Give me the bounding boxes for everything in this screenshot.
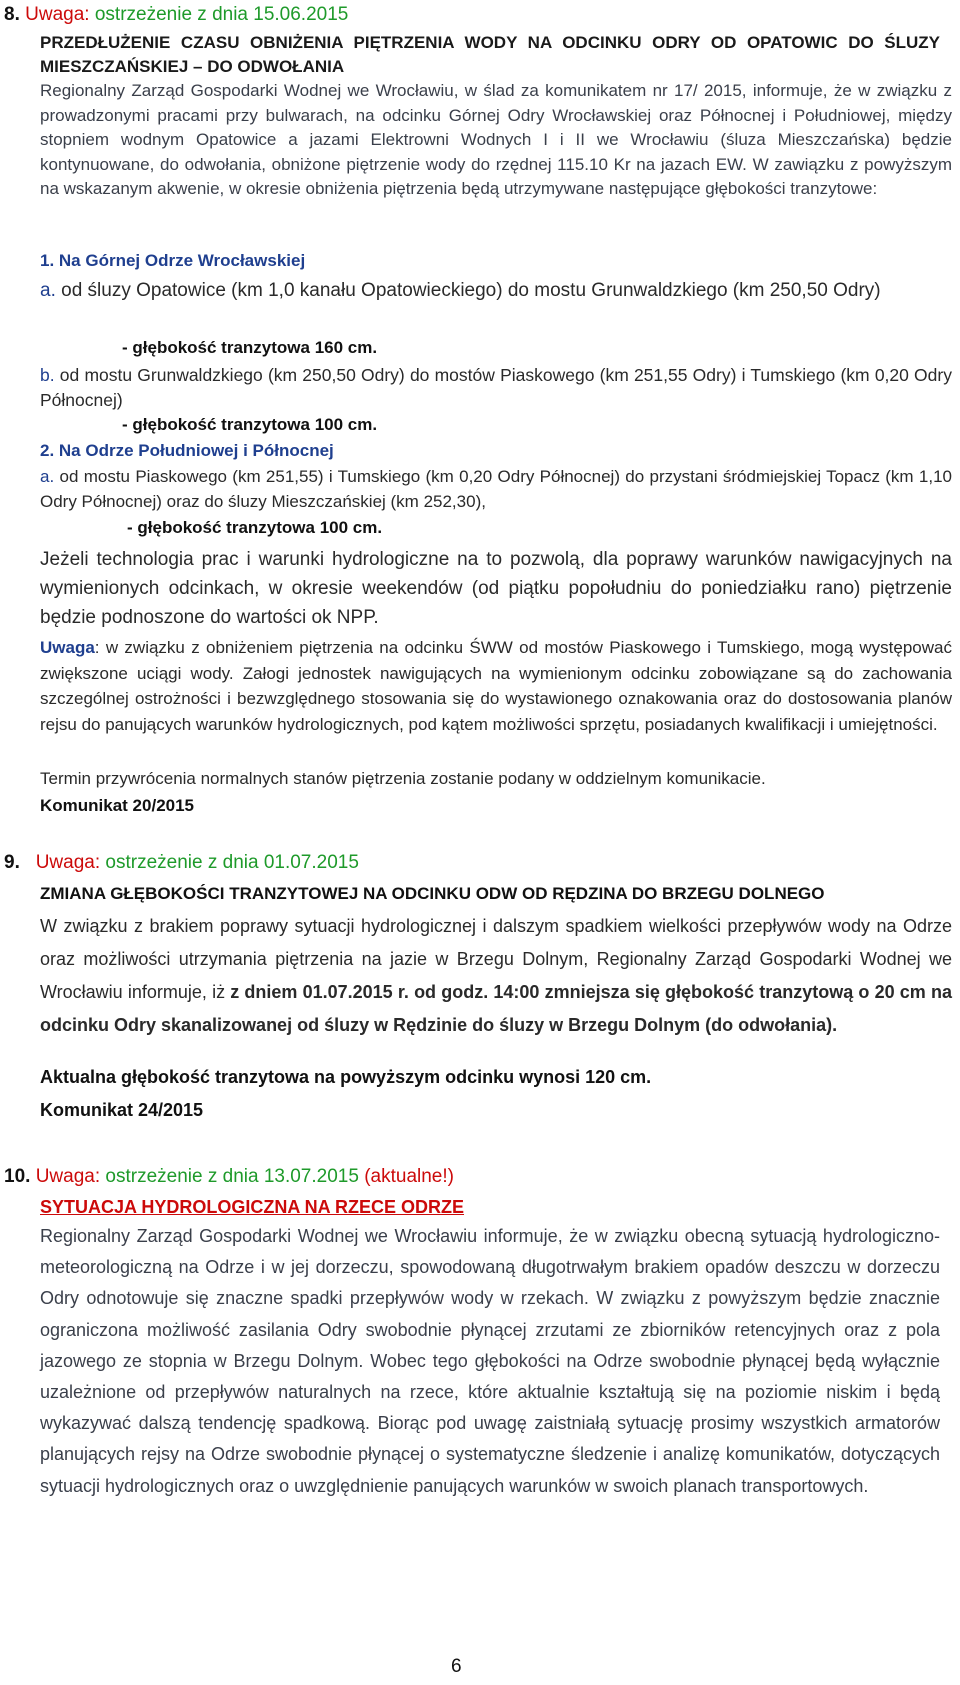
weekend-note: Jeżeli technologia prac i warunki hydrologiczne na to pozwolą, dla poprawy warunków nawigacyjnych na wymienionych odcinkach, w okresie weekendów (od piątku popołudniu do poniedziałku rano) piętrzenie będzie podnoszone do wartości ok NPP.	[40, 549, 952, 628]
transit-depth: - głębokość tranzytowa 100 cm.	[127, 518, 383, 537]
warning-note: Uwaga: w związku z obniżeniem piętrzenia na odcinku ŚWW od mostów Piaskowego i Tumskiego, mogą występować zwiększone uciągi wody. Załogi jednostek nawigujących na wymienionym odcinku zobowiązane są do zachowania szczególnej ostrożności i bezwzględnego stosowania się do wystawionego oznakowania oraz do dostosowania planów rejsu do panujących warunków hydrologicznych, pod kątem możliwości sprzętu, posiadanych kwalifikacji i umiejętności.	[40, 638, 952, 734]
section-10-body: Regionalny Zarząd Gospodarki Wodnej we Wrocławiu informuje, że w związku obecną sytuacją hydrologiczno-meteorologiczną na Odrze i w jej dorzeczu, spowodowaną długotrwałym brakiem opadów deszczu w dorzeczu Odry odnotowuje się znaczne spadki przepływów wody w rzekach. W związku z powyższym będzie znacznie ograniczona możliwość zasilania Odry swobodnie płynącej zrzutami ze zbiorników retencyjnych oraz z pola jazowego ze stopnia w Brzegu Dolnym. Wobec tego głębokości na Odrze swobodnie płynącej będą wyłącznie uzależnione od przepływów naturalnych na rzece, które aktualnie kształtują się na poziomie niskim i będą wykazywać dalszą tendencję spadkową. Biorąc pod uwagę zaistniałą sytuację prosimy wszystkich armatorów planujących rejsy na Odrze swobodnie płynącej o systematyczne śledzenie i analizę komunikatów, dotyczących sytuacji hydrologicznych oraz o uwzględnienie panujących warunków w swoich planach transportowych.	[40, 1226, 940, 1496]
current-badge: (aktualne!)	[364, 1166, 454, 1187]
communique-number: Komunikat 20/2015	[40, 796, 195, 815]
section-8-intro: Regionalny Zarząd Gospodarki Wodnej we Wrocławiu, w ślad za komunikatem nr 17/ 2015, informuje, że w związku z prowadzonymi pracami przy bulwarach, na odcinku Górnej Odry Wrocławskiej oraz Północnej i Południowej, między stopniem wodnym Opatowice a jazami Elektrowni Wodnych I i II we Wrocławiu (śluza Mieszczańska) będzie kontynuowane, do odwołania, obniżone piętrzenie wody do rzędnej 115.10 Kr na jazach EW. W zawiązku z powyższym na wskazanym akwenie, w okresie obniżenia piętrzenia będą utrzymywane następujące głębokości tranzytowe:	[40, 81, 952, 198]
warning-date: ostrzeżenie z dnia 15.06.2015	[94, 4, 349, 25]
warning-label: Uwaga:	[35, 1166, 101, 1187]
subsection-heading: 1. Na Górnej Odrze Wrocławskiej	[40, 251, 306, 270]
section-9-title: ZMIANA GŁĘBOKOŚCI TRANZYTOWEJ NA ODCINKU ODW OD RĘDZINA DO BRZEGU DOLNEGO	[40, 884, 825, 903]
subsection-item: a. od mostu Piaskowego (km 251,55) i Tumskiego (km 0,20 Odry Północnej) do przystani śródmiejskiej Topacz (km 1,10 Odry Północnej) oraz do śluzy Mieszczańskiej (km 252,30),	[40, 467, 952, 511]
section-9-body: W związku z brakiem poprawy sytuacji hydrologicznej i dalszym spadkiem wielkości przepływów wody na Odrze oraz możliwości utrzymania piętrzenia na jazie w Brzegu Dolnym, Regionalny Zarząd Gospodarki Wodnej we Wrocławiu informuje, iż z dniem 01.07.2015 r. od godz. 14:00 zmniejsza się głębokość tranzytową o 20 cm na odcinku Odry skanalizowanej od śluzy w Rędzinie do śluzy w Brzegu Dolnym (do odwołania).	[40, 916, 952, 1035]
current-depth: Aktualna głębokość tranzytowa na powyższym odcinku wynosi 120 cm.	[40, 1067, 652, 1087]
subsection-heading: 2. Na Odrze Południowej i Północnej	[40, 441, 334, 460]
page-number: 6	[451, 1656, 462, 1677]
warning-label: Uwaga:	[35, 852, 101, 873]
transit-depth: - głębokość tranzytowa 160 cm.	[122, 338, 378, 357]
section-8-header: 8. Uwaga: ostrzeżenie z dnia 15.06.2015	[4, 4, 349, 25]
section-10-header: 10. Uwaga: ostrzeżenie z dnia 13.07.2015 (aktualne!)	[4, 1166, 454, 1187]
section-10-title: SYTUACJA HYDROLOGICZNA NA RZECE ODRZE	[40, 1197, 465, 1217]
warning-date: ostrzeżenie z dnia 13.07.2015	[105, 1166, 359, 1187]
section-8-title: PRZEDŁUŻENIE CZASU OBNIŻENIA PIĘTRZENIA WODY NA ODCINKU ODRY OD OPATOWIC DO ŚLUZY MIESZCZAŃSKIEJ – DO ODWOŁANIA	[40, 33, 940, 76]
restore-note: Termin przywrócenia normalnych stanów piętrzenia zostanie podany w oddzielnym komunikacie.	[40, 769, 766, 788]
subsection-item: a. od śluzy Opatowice (km 1,0 kanału Opatowieckiego) do mostu Grunwaldzkiego (km 250,50 Odry)	[40, 280, 881, 301]
warning-label: Uwaga:	[25, 4, 90, 25]
section-9-header: 9. Uwaga: ostrzeżenie z dnia 01.07.2015	[4, 852, 359, 873]
communique-number: Komunikat 24/2015	[40, 1100, 204, 1120]
subsection-item: b. od mostu Grunwaldzkiego (km 250,50 Odry) do mostów Piaskowego (km 251,55 Odry) i Tumskiego (km 0,20 Odry Północnej)	[40, 365, 952, 410]
transit-depth: - głębokość tranzytowa 100 cm.	[122, 415, 378, 434]
warning-date: ostrzeżenie z dnia 01.07.2015	[105, 852, 359, 873]
